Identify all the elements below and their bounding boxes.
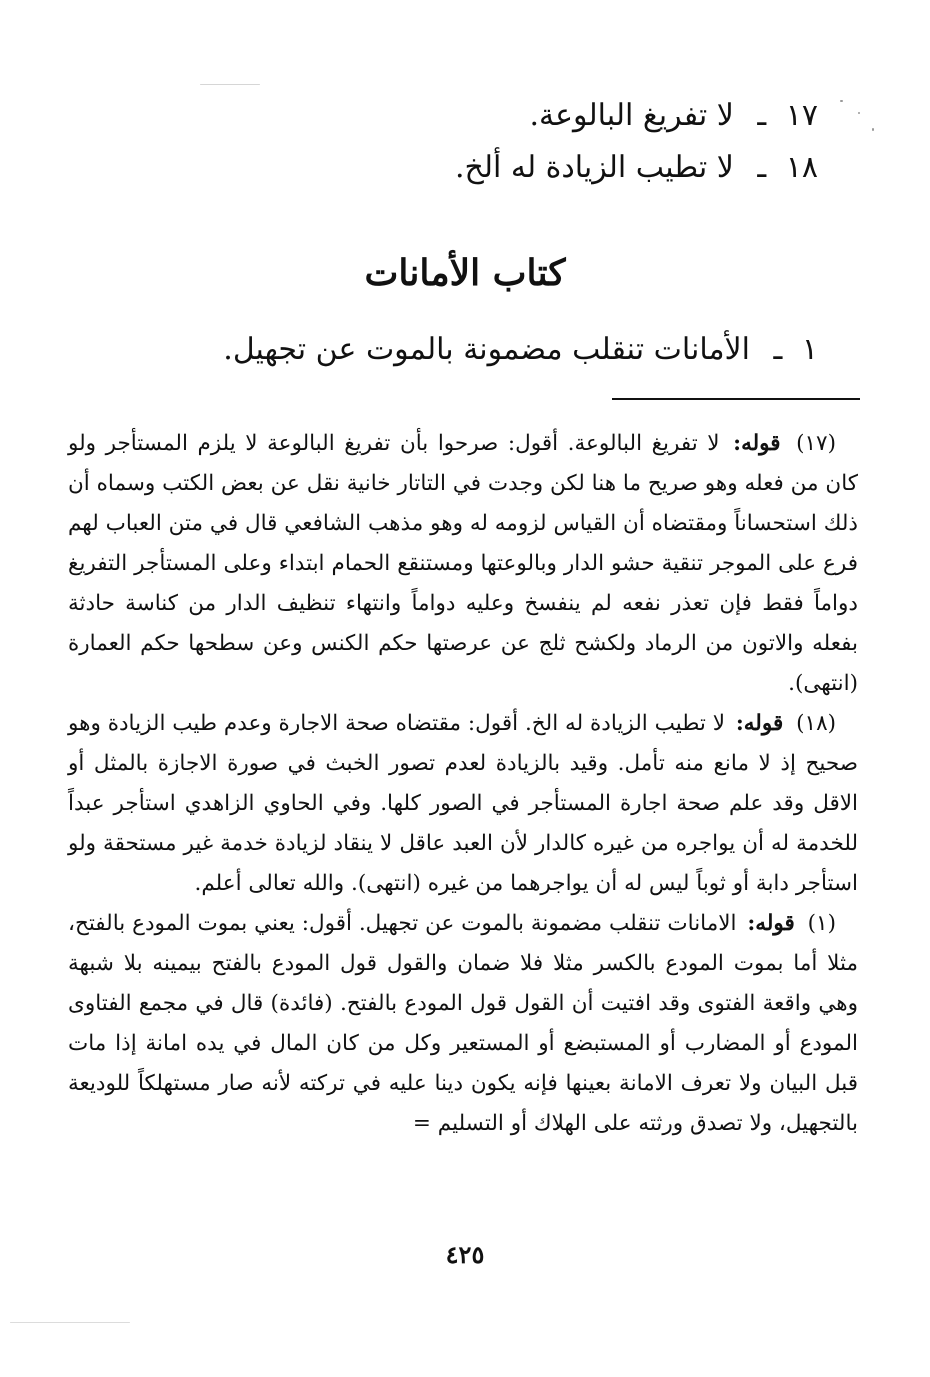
scan-speck <box>840 100 843 102</box>
note-reference: (١٧) <box>796 431 836 456</box>
note-text: لا تفريغ البالوعة. أقول: صرحوا بأن تفريغ البالوعة لا يلزم المستأجر ولو كان من فعله وهو صريح ما هنا لكن وجدت في التاتار خانية نقل عن بعض الكتب وسماه أن ذلك استحساناً ومقتضاه أن القياس لزومه له وهو مذهب الشافعي قال في متن العباب لهم فرع على الموجر تنقية حشو الدار وبالوعتها ومستنقع الحمام ابتداء وعلى المستأجر التفريغ دواماً فقط فإن تعذر نفعه لم ينفسخ وعليه دواماً وانتهاء تنظيف الدار من كناسة حادثة بفعله والاتون من الرماد ولكشح ثلج عن عرصتها حكم الكنس وعن سطحها حكم العمارة (انتهى). <box>68 431 858 696</box>
chapter-item-1 <box>118 330 818 370</box>
note-text: الامانات تنقلب مضمونة بالموت عن تجهيل. أقول: يعني بموت المودع بالفتح، مثلا أما بموت المودع بالكسر مثلا فلا ضمان والقول قول المودع بالفتح بيمينه بلا شبهة وهي واقعة الفتوى وقد افتيت أن القول قول المودع بالفتح. (فائدة) قال في مجمع الفتاوى المودع أو المضارب أو المستبضع أو المستعير وكل من كان المال في يده امانة إذا مات قبل البيان ولا تعرف الامانة بعينها فإنه يكون دينا عليه في تركته لأنه صار مستهلكاً للوديعة بالتجهيل، ولا تصدق ورثته على الهلاك أو التسليم = <box>68 911 858 1136</box>
list-item-number: ١٧ <box>785 98 818 133</box>
note-reference: (١) <box>807 911 836 936</box>
note-reference: (١٨) <box>796 711 837 736</box>
commentary-notes <box>68 424 858 1144</box>
footnote-divider <box>612 398 860 400</box>
list-item-text: لا تطيب الزيادة له ألخ. <box>454 150 734 185</box>
note-keyword: قوله: <box>735 711 784 736</box>
page-number: ٤٢٥ <box>445 1240 485 1269</box>
scan-speck <box>200 84 260 85</box>
chapter-title: كتاب الأمانات <box>364 252 566 294</box>
list-item-number: ١٨ <box>785 150 818 185</box>
scan-speck <box>872 128 874 131</box>
note-18 <box>68 704 858 904</box>
scan-speck <box>858 112 860 114</box>
list-item-dash: ـ <box>757 150 767 185</box>
list-item-17 <box>118 96 818 136</box>
note-17 <box>68 424 858 704</box>
list-item-dash: ـ <box>757 98 767 133</box>
note-keyword: قوله: <box>733 431 781 456</box>
note-1 <box>68 904 858 1144</box>
scan-speck <box>10 1322 130 1323</box>
list-item-18 <box>118 148 818 188</box>
note-text: لا تطيب الزيادة له الخ. أقول: مقتضاه صحة الاجارة وعدم طيب الزيادة وهو صحيح إذ لا مانع منه تأمل. وقيد بالزيادة لعدم تصور الخبث في صورة الاجازة بالمثل أو الاقل وقد علم صحة اجارة المستأجر في الصور كلها. وفي الحاوي الزاهدي استأجر عبداً للخدمة له أن يواجره من غيره كالدار لأن العبد عاقل لا ينقاد لزيادة خدمة غير مستحقة ولو استأجر دابة أو ثوباً ليس له أن يواجرهما من غيره (انتهى). والله تعالى أعلم. <box>68 711 858 896</box>
list-item-number: ١ <box>801 332 818 367</box>
list-item-text: الأمانات تنقلب مضمونة بالموت عن تجهيل. <box>223 332 750 367</box>
note-keyword: قوله: <box>747 911 795 936</box>
list-item-dash: ـ <box>773 332 783 367</box>
list-item-text: لا تفريغ البالوعة. <box>529 98 734 133</box>
